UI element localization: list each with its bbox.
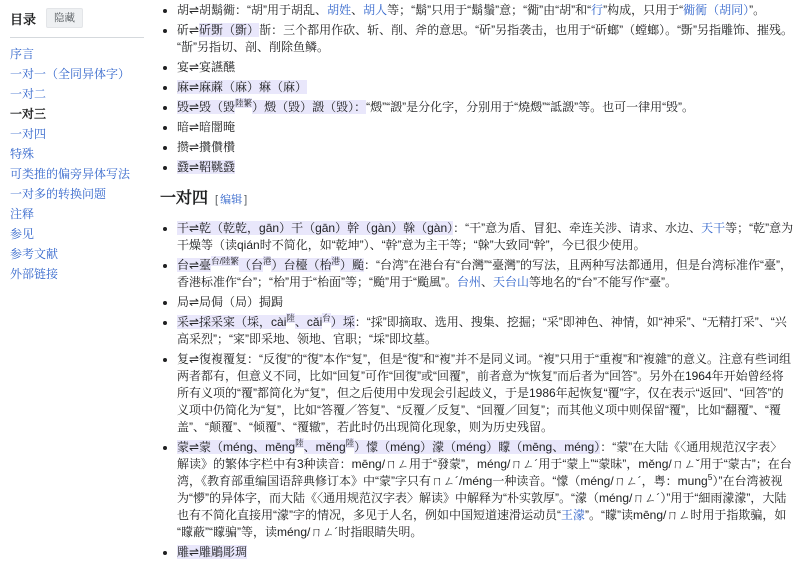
entry-item xyxy=(177,139,794,156)
text-run: 宴⇌宴讌醼 xyxy=(177,60,236,74)
text-run: 毁⇌毁（毀 xyxy=(177,100,236,114)
text-run: 雕⇌雕鵰彫琱 xyxy=(177,545,248,559)
toc-item xyxy=(10,244,154,264)
entry-item xyxy=(177,119,794,136)
text-run: 胡⇌胡鬍衚：“胡”用于胡乱、 xyxy=(177,3,328,17)
wiki-link[interactable]: 行 xyxy=(591,3,604,17)
text-run: ）懞（méng）濛（méng）矇（mēng、méng） xyxy=(354,440,601,454)
text-run: 等；“乾”意为干燥等（读qián时不简化，如“乾坤”）、“幹”意为主干等；“榦”大致同“幹”，今已很少使用。 xyxy=(177,221,794,252)
entry-item xyxy=(177,220,794,254)
region-superscript: 台 xyxy=(322,313,331,323)
edit-bracket-open: [ xyxy=(215,194,219,206)
wiki-link[interactable]: 天台山 xyxy=(493,275,530,289)
text-run: ）燬（毀）譭（毀）： xyxy=(252,100,367,114)
table-of-contents xyxy=(0,0,154,506)
text-run: 斫⇌ xyxy=(177,23,200,37)
text-run: 、 xyxy=(480,275,493,289)
text-run: ）”在台湾被视为“懜”的异体字，而大陆《〈通用规范汉字表〉解读》中解释为“朴实敦厚”。“濛（méng/ㄇㄥ´）”用于“細雨濛濛”，大陆也有不简化直接用“濛”字的情况，多见于人名，例如中国短道速滑运动员“ xyxy=(177,474,787,522)
toc-link[interactable]: 一对四 xyxy=(10,127,47,141)
text-run: 麻⇌麻蔴（麻）痳（麻） xyxy=(177,80,308,94)
entry-item xyxy=(177,351,794,436)
region-superscript: 陸 xyxy=(345,438,355,448)
text-run: 干⇌乾（乾亁，gān）干（gān）幹（gàn）榦（gàn） xyxy=(177,221,454,235)
text-run: ：“干”意为盾、冒犯、牵连关涉、请求、水边、 xyxy=(453,221,702,235)
text-run: 等；“鬍”只用于“鬍鬚”意；“衚”由“胡”和“ xyxy=(387,3,592,17)
region-superscript: 港 xyxy=(331,256,340,266)
entry-item xyxy=(177,79,794,96)
section-one-to-three-list xyxy=(160,2,794,176)
text-run: ”。 xyxy=(749,3,766,17)
toc-link[interactable]: 注释 xyxy=(10,207,35,221)
toc-item xyxy=(10,124,154,144)
toc-link[interactable]: 参见 xyxy=(10,227,35,241)
section-heading-text: 一对四 xyxy=(160,190,209,207)
entry-item xyxy=(177,257,794,291)
text-run: 等地名的“台”不能写作“臺”。 xyxy=(529,275,678,289)
toc-link[interactable]: 一对二 xyxy=(10,87,47,101)
toc-hide-button[interactable]: 隐藏 xyxy=(46,8,83,28)
wiki-link[interactable]: 王濛 xyxy=(561,508,586,522)
toc-link[interactable]: 参考文献 xyxy=(10,247,59,261)
text-run: 鼗⇌鞀鞉鼗 xyxy=(177,160,236,174)
toc-item-current xyxy=(10,104,154,124)
region-superscript: 陸繁 xyxy=(235,98,253,108)
text-run: 斫斲（斵） xyxy=(199,23,260,37)
edit-link[interactable]: 编辑 xyxy=(220,194,243,206)
entry-item xyxy=(177,544,794,561)
article-content xyxy=(160,0,794,564)
region-superscript: 港 xyxy=(262,256,272,266)
text-run: （台 xyxy=(238,258,263,272)
text-run: 蒙⇌蒙（méng、mēng xyxy=(177,440,296,454)
text-run: ：“台湾”在港台有“台灣”“臺灣”的写法，且两种写法都通用，但是台湾标准作“臺”，香港标准作“台”；“枱”用于“枱面”等；“颱”用于“颱風”。 xyxy=(177,258,792,289)
toc-item xyxy=(10,84,154,104)
toc-divider xyxy=(10,37,144,38)
toc-list xyxy=(10,44,154,284)
entry-item xyxy=(177,439,794,541)
region-superscript: 陸 xyxy=(295,438,304,448)
text-run: 台⇌臺 xyxy=(177,258,212,272)
toc-item xyxy=(10,44,154,64)
text-run: 复⇌復複覆复：“反復”的“復”本作“复”，但是“復”和“複”并不是同义词。“複”只用于“重複”和“複雜”的意义。注意有些词组两者都有，但意义不同，比如“回复”可作“回復”或“回覆”，前者意为“恢复”而后者为“回答”。另外在1964年开始曾经将所有义项的“覆”都简化为“复”，但之后使用中发现会引起歧义，于是1986年起恢复“覆”字，仅在表示“返回”、“回答”的义项中仍简化为“复”，比如“答覆／答复”、“反覆／反复”、“回覆／回复”；而其他义项中则保留“覆”，比如“翻覆”、“覆盖”、“颠覆”、“倾覆”、“覆辙”，若此时仍出现简化现象，则为历史残留。 xyxy=(177,352,791,434)
entry-item xyxy=(177,2,794,19)
toc-title: 目录 xyxy=(10,11,37,27)
toc-header xyxy=(10,8,154,28)
toc-item xyxy=(10,164,154,184)
section-one-to-four-list xyxy=(160,220,794,561)
text-run: 攒⇌攢儹欑 xyxy=(177,140,236,154)
text-run: ）埰 xyxy=(330,315,355,329)
toc-link[interactable]: 特殊 xyxy=(10,147,35,161)
toc-link[interactable]: 外部链接 xyxy=(10,267,59,281)
text-run: ）颱 xyxy=(340,258,365,272)
entry-item xyxy=(177,314,794,348)
region-superscript: 5 xyxy=(707,472,713,482)
entry-item xyxy=(177,99,794,116)
text-run: ：“蒙”在大陆《〈通用规范汉字表〉解读》的繁体字栏中有3种读音：mēng/ㄇㄥ用于“發蒙”，méng/ㄇㄥ´用于“蒙上”“蒙昧”，měng/ㄇㄥˇ用于“蒙古”；在台湾，《教育部重编国语辞典修订本》中“蒙”字只有ㄇㄥ´/méng一种读音。“懞（méng/ㄇㄥ´，粤：mung xyxy=(177,440,792,488)
toc-link[interactable]: 一对多的转换问题 xyxy=(10,187,107,201)
entry-item xyxy=(177,159,794,176)
wiki-link[interactable]: 胡姓 xyxy=(327,3,352,17)
toc-link[interactable]: 可类推的偏旁异体写法 xyxy=(10,167,131,181)
text-run: 暗⇌暗闇晻 xyxy=(177,120,236,134)
wiki-link[interactable]: 衚衕（胡同） xyxy=(683,3,750,17)
entry-item xyxy=(177,59,794,76)
toc-item xyxy=(10,224,154,244)
text-run: 、cǎi xyxy=(294,315,323,329)
text-run: 采⇌採采寀（埰，cài xyxy=(177,315,287,329)
entry-item xyxy=(177,294,794,311)
toc-item xyxy=(10,184,154,204)
wiki-link[interactable]: 台州 xyxy=(456,275,481,289)
text-run: “燬”“譭”是分化字，分别用于“燒燬”“詆譭”等。也可一律用“毁”。 xyxy=(366,100,695,114)
text-run: 斮：三个都用作砍、斩、削、斧的意思。“斫”另指袭击，也用于“斫螂”（螳螂）。“斲”另指雕饰、摧残。“斮”另指切、剖、削除鱼鳞。 xyxy=(177,23,794,54)
text-run: 、 xyxy=(351,3,364,17)
toc-item xyxy=(10,264,154,284)
wiki-link[interactable]: 胡人 xyxy=(363,3,388,17)
text-run: 局⇌局侷（局）挶跼 xyxy=(177,295,284,309)
entry-item xyxy=(177,22,794,56)
edit-bracket-close: ] xyxy=(244,194,248,206)
toc-current-label: 一对三 xyxy=(10,107,47,121)
toc-item xyxy=(10,204,154,224)
text-run: ”构成，只用于“ xyxy=(603,3,684,17)
text-run: 、měng xyxy=(303,440,346,454)
wiki-link[interactable]: 天干 xyxy=(701,221,726,235)
section-edit xyxy=(215,194,247,206)
text-run: ”。“矇”读mēng/ㄇㄥ时用于指欺骗，如“矇蔽”“矇骗”等，读méng/ㄇㄥ´时指眼睛失明。 xyxy=(177,508,787,539)
section-heading-one-to-four xyxy=(160,189,794,210)
region-superscript: 台/陸繁 xyxy=(211,256,239,266)
toc-item xyxy=(10,64,154,84)
text-run: ）台檯（枱 xyxy=(271,258,332,272)
toc-link[interactable]: 一对一（全同异体字） xyxy=(10,67,131,81)
toc-link[interactable]: 序言 xyxy=(10,47,35,61)
text-run: ：“採”即摘取、选用、搜集、挖掘；“采”即神色、神情，如“神采”、“无精打采”、“兴高采烈”；“寀”即采地、领地、官职；“埰”即坟墓。 xyxy=(177,315,787,346)
toc-item xyxy=(10,144,154,164)
region-superscript: 陸 xyxy=(286,313,295,323)
